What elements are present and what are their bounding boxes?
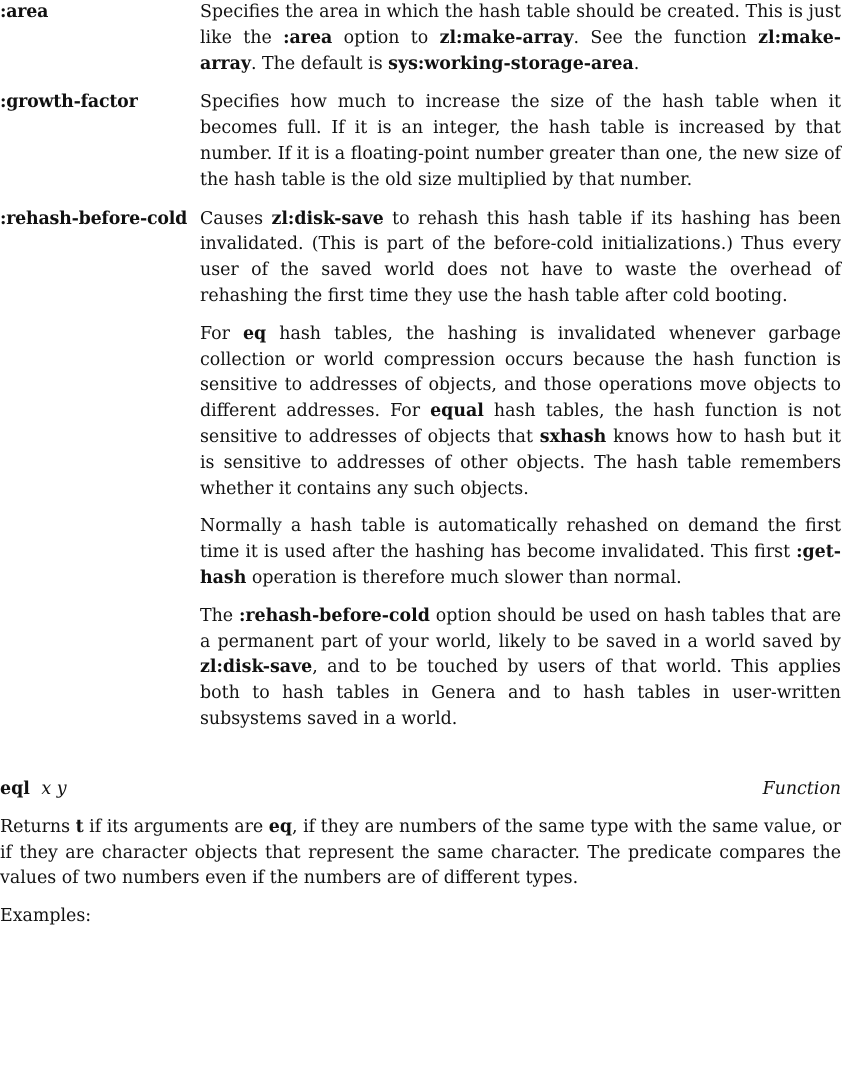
function-header [0, 777, 843, 803]
option-description-area [200, 0, 841, 77]
inline-code-term: zl:make-array [200, 27, 841, 74]
inline-code-term: zl:make-array [439, 27, 574, 48]
option-entry-rehash-before-cold [0, 207, 843, 733]
inline-code-term: sxhash [539, 426, 607, 447]
inline-code-term: :get-hash [200, 542, 841, 588]
function-category: Function [762, 778, 841, 799]
function-description: Returns t if its arguments are eq, if they are numbers of the same type with the same value, or if they are character objects that represent the same character. The predicate compares the values of two numbers even if the numbers are of different types. [0, 816, 842, 889]
option-term-rehash-before-cold: :rehash-before-cold [0, 208, 188, 229]
inline-code-term: eq [242, 323, 267, 344]
option-paragraph: Specifies how much to increase the size of the hash table when it becomes full. If it is an integer, the hash table is increased by that number. If it is a floating-point number greater than one, the new size of the hash table is the old size multiplied by that number. [200, 92, 841, 190]
option-entry-growth-factor [0, 90, 843, 193]
inline-code-term: zl:disk-save [271, 208, 384, 229]
option-paragraph: Normally a hash table is automatically rehashed on demand the first time it is used after the hashing has become invalidated. This first :get-hash operation is therefore much slower than normal. [200, 516, 841, 588]
inline-code-term: zl:disk-save [200, 657, 313, 678]
inline-code-term: :rehash-before-cold [238, 605, 430, 626]
function-args: x y [41, 778, 67, 799]
inline-code-term: t [75, 816, 84, 837]
option-description-rehash-before-cold [200, 207, 841, 733]
function-signature [0, 777, 67, 803]
option-paragraph: Causes zl:disk-save to rehash this hash table if its hashing has been invalidated. (This is part of the before-cold initializations.) Thus every user of the saved world does not have to waste the overhead of rehashing the first time they use the hash table after cold booting. [200, 208, 841, 306]
inline-code-term: sys:working-storage-area [388, 53, 634, 74]
inline-code-term: equal [430, 401, 484, 422]
inline-code-term: eq [268, 816, 292, 837]
option-paragraph: For eq hash tables, the hashing is invalidated whenever garbage collection or world compression occurs because the hash function is sensitive to addresses of objects, and those operations move objects to different addresses. For equal hash tables, the hash function is not sensitive to addresses of objects that sxhash knows how to hash but it is sensitive to addresses of other objects. The hash table remembers whether it contains any such objects. [200, 323, 841, 499]
option-description-growth-factor [200, 90, 841, 193]
function-name: eql [0, 778, 30, 799]
option-term-area: :area [0, 2, 49, 22]
option-term-growth-factor: :growth-factor [0, 92, 138, 113]
option-paragraph: Specifies the area in which the hash table should be created. This is just like the :area option to zl:make-array. See the function zl:make-array. The default is sys:working-storage-area. [200, 2, 841, 74]
inline-code-term: :area [283, 27, 333, 48]
option-entry-area [0, 0, 843, 77]
option-paragraph: The :rehash-before-cold option should be used on hash tables that are a permanent part of your world, likely to be saved in a world saved by zl:disk-save, and to be touched by users of that world. This applies both to hash tables in Genera and to hash tables in user-written subsystems saved in a world. [200, 605, 842, 729]
examples-label: Examples: [0, 906, 92, 927]
